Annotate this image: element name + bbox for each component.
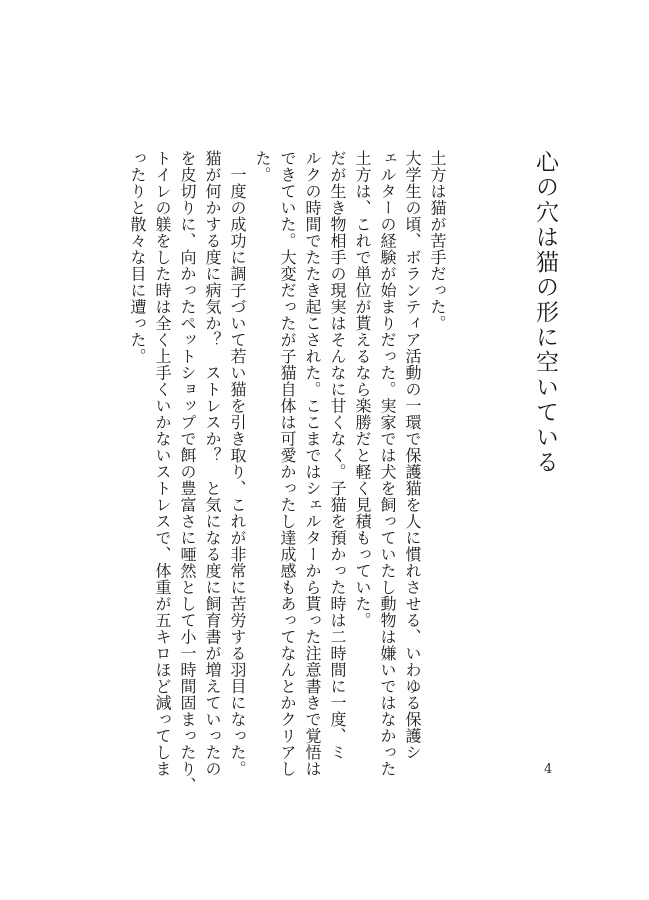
text-line: 一度の成功に調子づいて若い猫を引き取り、これが非常に苦労する羽目になった。	[228, 150, 247, 777]
body-text	[125, 150, 450, 794]
page-number: 4	[544, 762, 553, 777]
text-line: た。	[253, 150, 272, 183]
text-line: トイレの躾をした時は全く上手くいかないストレスで、体重が五キロほど減ってしま	[153, 150, 172, 777]
text-line: ェルターの経験が始まりだった。実家では犬を飼っていたし動物は嫌いではなかった	[378, 150, 397, 777]
text-line: ったりと散々な目に遭った。	[128, 150, 147, 365]
text-line: ルクの時間でたたき起こされた。ここまではシェルターから貰った注意書きで覚悟は	[303, 150, 322, 777]
text-line: 大学生の頃、ボランティア活動の一環で保護猫を人に慣れさせる、いわゆる保護シ	[403, 150, 422, 761]
text-line: 土方は、これで単位が貰えるなら楽勝だと軽く見積もっていた。	[353, 150, 372, 629]
chapter-title: 心の穴は猫の形に空いている	[532, 150, 558, 475]
text-line: 土方は猫が苦手だった。	[428, 150, 447, 332]
text-line: 猫が何かする度に病気か？ ストレスか？ と気になる度に飼育書が増えていったの	[203, 150, 222, 777]
text-line: だが生き物相手の現実はそんなに甘くなく。子猫を預かった時は二時間に一度、ミ	[328, 150, 347, 761]
text-line: を皮切りに、向かったペットショップで餌の豊富さに唖然として小一時間固まったり、	[178, 150, 197, 794]
text-line: できていた。大変だったが子猫自体は可愛かったし達成感もあってなんとかクリアし	[278, 150, 297, 777]
